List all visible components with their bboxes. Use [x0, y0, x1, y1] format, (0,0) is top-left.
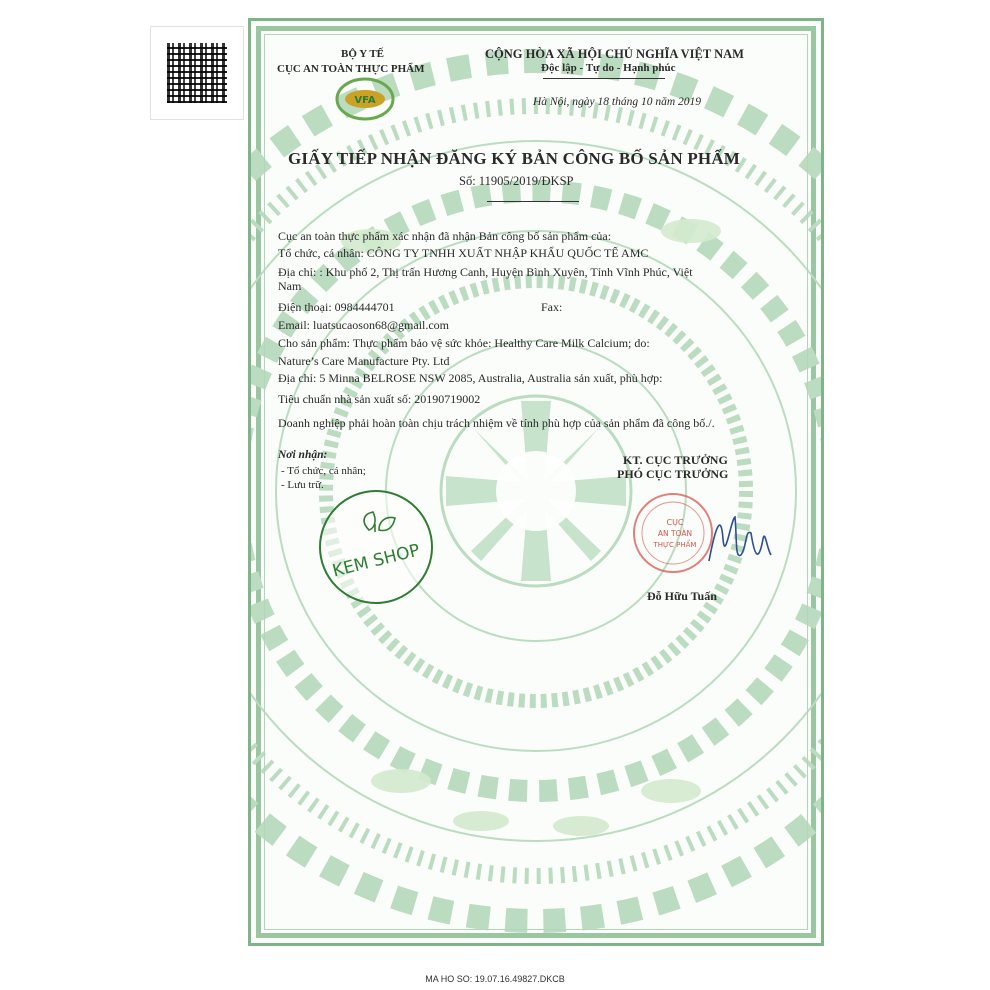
certificate	[248, 18, 824, 946]
responsibility-note: Doanh nghiệp phải hoàn toàn chịu trách nhiệm về tính phù hợp của sản phẩm đã công bố./.	[278, 416, 715, 430]
signer-position: PHÓ CỤC TRƯỞNG	[617, 467, 729, 481]
republic-name: CỘNG HÒA XÃ HỘI CHỦ NGHĨA VIỆT NAM	[485, 47, 744, 61]
agency-name: CỤC AN TOÀN THỰC PHẨM	[277, 63, 425, 75]
issue-date: Hà Nội, ngày 18 tháng 10 năm 2019	[533, 96, 702, 108]
dossier-code: MA HO SO: 19.07.16.49827.DKCB	[425, 974, 565, 984]
svg-text:VFA: VFA	[354, 95, 376, 106]
manufacturer-address: Địa chỉ: 5 Minna BELROSE NSW 2085, Australia, Australia sản xuất, phù hợp:	[278, 371, 663, 385]
confirmation-line: Cục an toàn thực phẩm xác nhận đã nhận Bản công bố sản phẩm của:	[278, 229, 612, 243]
recipient-item: - Tổ chức, cá nhân;	[281, 465, 366, 477]
manufacturer: Nature’s Care Manufacture Pty. Ltd	[278, 354, 450, 368]
document-title: GIẤY TIẾP NHẬN ĐĂNG KÝ BẢN CÔNG BỐ SẢN PHẨM	[288, 149, 741, 168]
svg-text:KEM SHOP: KEM SHOP	[330, 540, 422, 582]
svg-text:THỰC PHẨM: THỰC PHẨM	[653, 541, 697, 549]
product: Cho sản phẩm: Thực phẩm bảo vệ sức khỏe: Healthy Care Milk Calcium; do:	[278, 336, 650, 350]
title-underline	[487, 201, 579, 202]
address-line1: Địa chỉ: : Khu phố 2, Thị trấn Hương Canh, Huyện Bình Xuyên, Tỉnh Vĩnh Phúc, Việt	[278, 265, 693, 279]
phone: Điện thoại: 0984444701	[278, 300, 395, 314]
national-motto: Độc lập - Tự do - Hạnh phúc	[541, 62, 676, 74]
document-number: Số: 11905/2019/ĐKSP	[459, 174, 574, 188]
address-line2: Nam	[278, 279, 302, 293]
qr-code-box	[150, 26, 244, 120]
svg-text:CỤC: CỤC	[666, 518, 684, 527]
motto-underline	[543, 78, 665, 79]
organization: Tổ chức, cá nhân: CÔNG TY TNHH XUẤT NHẬP KHẨU QUỐC TẾ AMC	[278, 246, 649, 260]
email: Email: luatsucaoson68@gmail.com	[278, 318, 450, 332]
certificate-content	[251, 21, 821, 943]
vfa-logo	[333, 75, 397, 123]
signer-name: Đỗ Hữu Tuấn	[647, 589, 717, 603]
qr-code-icon	[167, 43, 227, 103]
svg-text:AN TOÀN: AN TOÀN	[657, 529, 693, 538]
standard-number: Tiêu chuẩn nhà sản xuất số: 20190719002	[278, 392, 481, 406]
ministry-name: BỘ Y TẾ	[341, 48, 384, 60]
fax: Fax:	[541, 300, 563, 314]
recipient-item: - Lưu trữ.	[281, 479, 324, 491]
recipients-label: Nơi nhận:	[278, 449, 328, 461]
signer-title: KT. CỤC TRƯỞNG	[623, 453, 728, 467]
handwritten-signature	[701, 499, 781, 589]
kem-shop-watermark-logo	[317, 488, 435, 606]
